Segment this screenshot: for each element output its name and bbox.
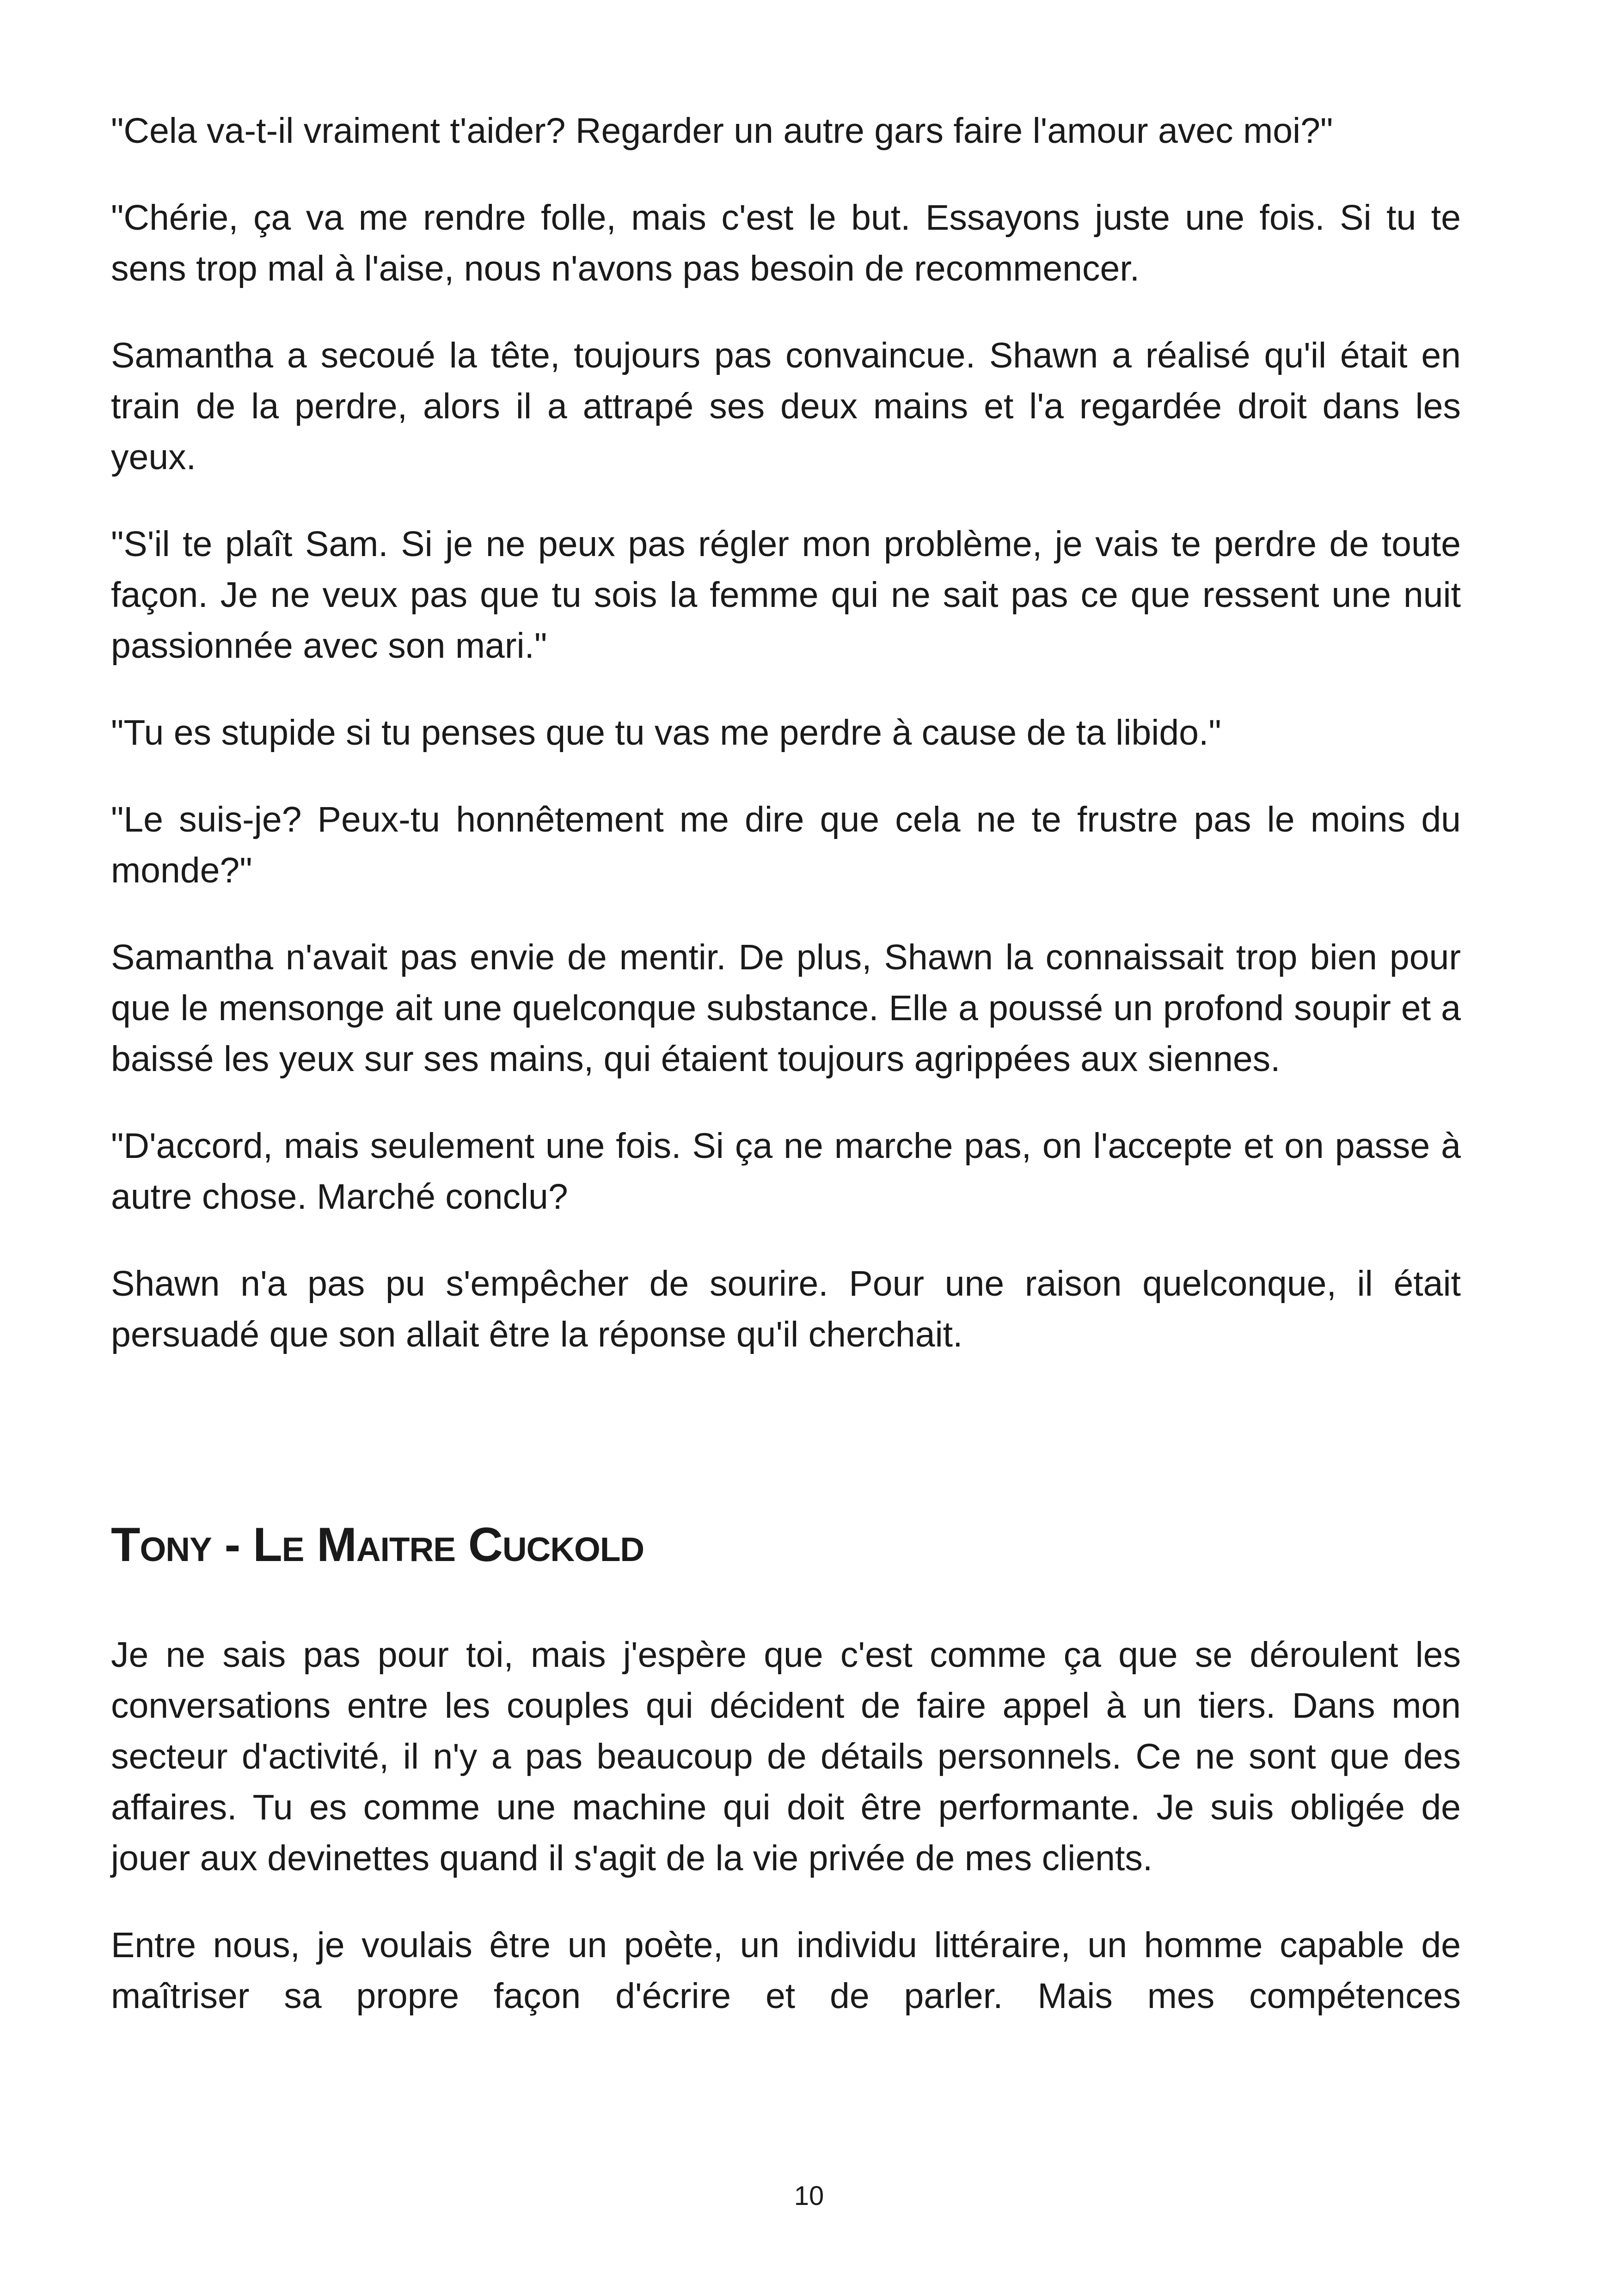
paragraph-6: "Le suis-je? Peux-tu honnêtement me dire que cela ne te frustre pas le moins du monde?" [111, 800, 1461, 890]
paragraph-3: Samantha a secoué la tête, toujours pas convaincue. Shawn a réalisé qu'il était en train de la perdre, alors il a attrapé ses deux mains et l'a regardée droit dans les yeux. [111, 336, 1461, 477]
paragraph-4: "S'il te plaît Sam. Si je ne peux pas régler mon problème, je vais te perdre de toute façon. Je ne veux pas que tu sois la femme qui ne sait pas ce que ressent une nuit passionnée avec son mari." [111, 524, 1461, 666]
paragraph-5: "Tu es stupide si tu penses que tu vas me perdre à cause de ta libido." [111, 713, 1221, 753]
paragraph-9: Shawn n'a pas pu s'empêcher de sourire. Pour une raison quelconque, il était persuadé que son allait être la réponse qu'il cherchait. [111, 1264, 1461, 1354]
chapter-title: Tony - Le Maitre Cuckold [111, 1518, 644, 1572]
paragraph-7: Samantha n'avait pas envie de mentir. De plus, Shawn la connaissait trop bien pour que le mensonge ait une quelconque substance. Elle a poussé un profond soupir et a baissé les yeux sur ses mains, qui étaient toujours agrippées aux siennes. [111, 937, 1461, 1079]
page-number: 10 [794, 2181, 824, 2211]
paragraph-11: Entre nous, je voulais être un poète, un individu littéraire, un homme capable de maîtriser sa propre façon d'écrire et de parler. Mais mes compétences [111, 1925, 1461, 2016]
page-body [111, 105, 1461, 2057]
paragraph-10: Je ne sais pas pour toi, mais j'espère que c'est comme ça que se déroulent les conversations entre les couples qui décident de faire appel à un tiers. Dans mon secteur d'activité, il n'y a pas beaucoup de détails personnels. Ce ne sont que des affaires. Tu es comme une machine qui doit être performante. Je suis obligée de jouer aux devinettes quand il s'agit de la vie privée de mes clients. [111, 1635, 1461, 1878]
paragraph-2: "Chérie, ça va me rendre folle, mais c'est le but. Essayons juste une fois. Si tu te sens trop mal à l'aise, nous n'avons pas besoin de recommencer. [111, 198, 1461, 288]
paragraph-8: "D'accord, mais seulement une fois. Si ça ne marche pas, on l'accepte et on passe à autre chose. Marché conclu? [111, 1126, 1461, 1217]
paragraph-1: "Cela va-t-il vraiment t'aider? Regarder un autre gars faire l'amour avec moi?" [111, 111, 1333, 151]
